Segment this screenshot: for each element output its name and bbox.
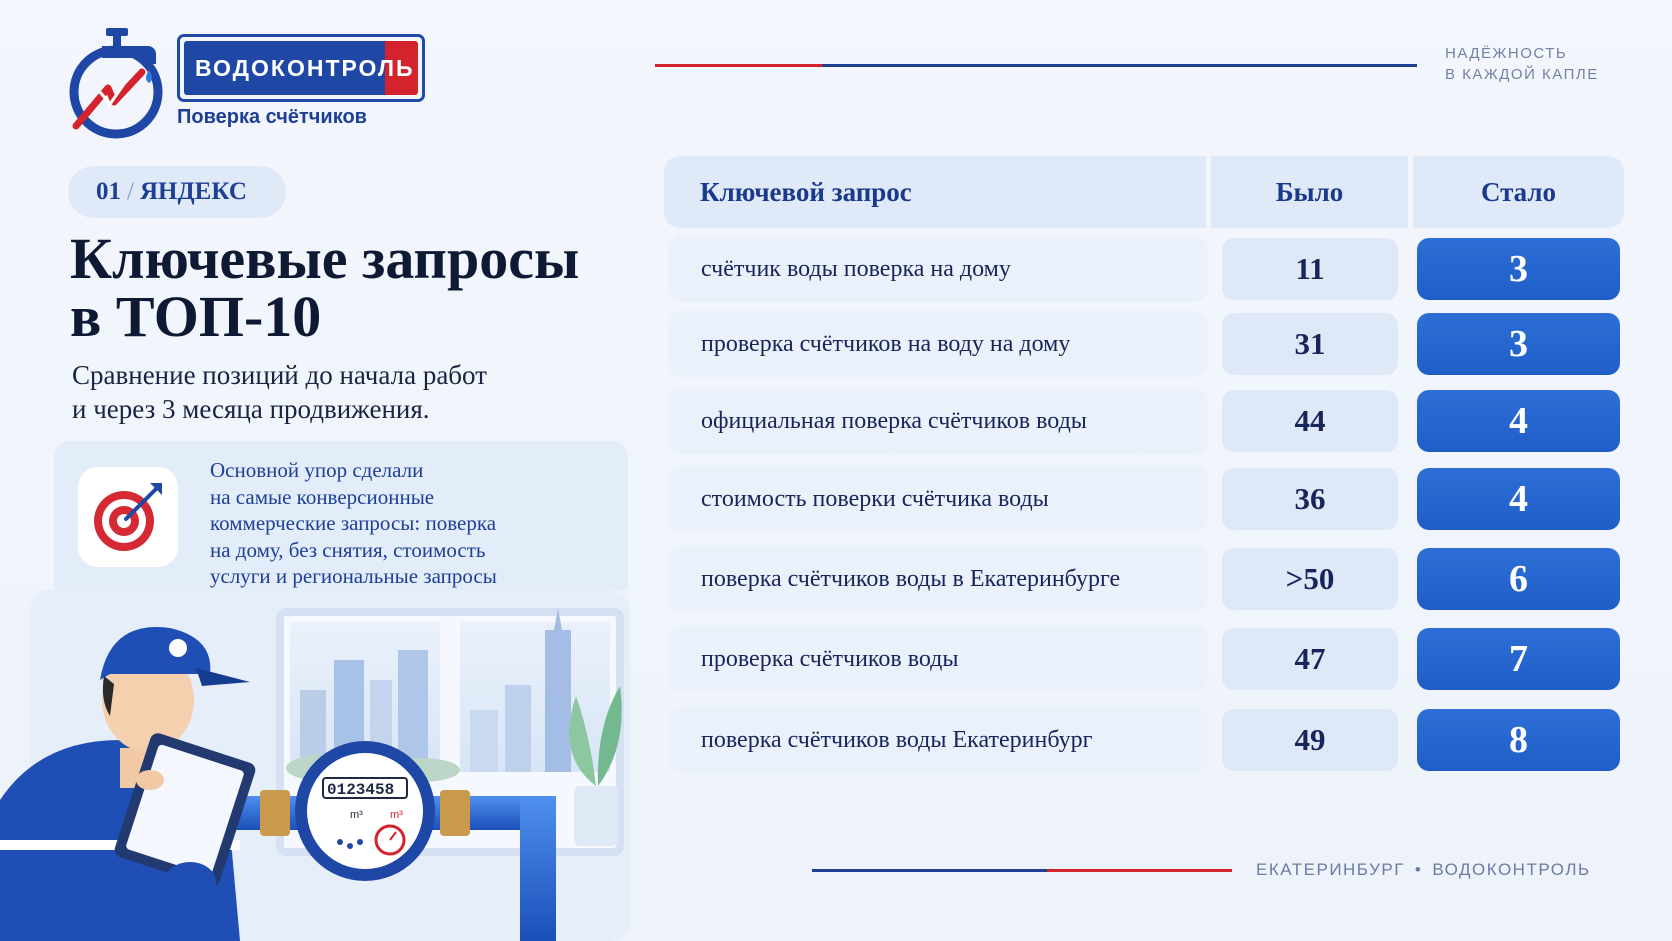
row-query: проверка счётчиков воды — [668, 626, 1208, 692]
row-after: 3 — [1417, 313, 1620, 375]
tagline-line-2: В КАЖДОЙ КАПЛЕ — [1445, 66, 1599, 83]
row-before: 44 — [1222, 390, 1398, 452]
row-query: стоимость поверки счётчика воды — [668, 466, 1208, 532]
row-after: 6 — [1417, 548, 1620, 610]
tagline-line-1: НАДЁЖНОСТЬ — [1445, 45, 1568, 62]
page-title-line-1: Ключевые запросы — [70, 226, 580, 291]
page-title-line-2: в ТОП-10 — [70, 284, 322, 349]
tagline — [1445, 43, 1599, 85]
row-after: 3 — [1417, 238, 1620, 300]
footer-text — [1256, 860, 1591, 880]
meter-digits: 0123458 — [327, 781, 395, 799]
target-icon — [78, 467, 178, 567]
logo-water-tap-icon — [62, 26, 172, 140]
row-after: 4 — [1417, 468, 1620, 530]
row-query: счётчик воды поверка на дому — [668, 236, 1208, 302]
header-divider-line — [655, 64, 1417, 67]
row-before: >50 — [1222, 548, 1398, 610]
note-line: на самые конверсионные — [210, 484, 435, 509]
section-name: ЯНДЕКС — [139, 178, 247, 205]
footer-separator: • — [1414, 860, 1423, 879]
note-line: услуги и региональные запросы — [210, 564, 497, 588]
page-subtitle — [72, 358, 632, 426]
note-line: коммерческие запросы: поверка — [210, 511, 497, 535]
row-query: проверка счётчиков на воду на дому — [668, 311, 1208, 377]
note-line: Основной упор сделали — [210, 458, 424, 482]
row-after: 8 — [1417, 709, 1620, 771]
section-separator: / — [127, 178, 134, 205]
table-header-after: Стало — [1413, 156, 1624, 228]
row-before: 31 — [1222, 313, 1398, 375]
table-header-query: Ключевой запрос — [664, 156, 1206, 228]
page-subtitle-line-1: Сравнение позиций до начала работ — [72, 360, 487, 390]
technician-illustration — [0, 590, 630, 941]
meter-unit-1: m³ — [350, 809, 363, 821]
note-line: на дому, без снятия, стоимость — [210, 537, 486, 562]
row-before: 47 — [1222, 628, 1398, 690]
page-subtitle-line-2: и через 3 месяца продвижения. — [72, 394, 430, 424]
section-number: 01 — [96, 178, 121, 205]
row-before: 49 — [1222, 709, 1398, 771]
footer-brand: ВОДОКОНТРОЛЬ — [1432, 860, 1591, 879]
row-query: официальная поверка счётчиков воды — [668, 388, 1208, 454]
row-after: 7 — [1417, 628, 1620, 690]
row-after: 4 — [1417, 390, 1620, 452]
page-title — [70, 226, 650, 349]
meter-unit-2: m³ — [390, 809, 403, 821]
brand-name: ВОДОКОНТРОЛЬ — [184, 41, 418, 95]
row-before: 11 — [1222, 238, 1398, 300]
table-header-before: Было — [1211, 156, 1408, 228]
brand-subtitle: Поверка счётчиков — [177, 106, 367, 128]
section-tag — [68, 166, 286, 218]
footer-divider-line — [812, 869, 1232, 872]
row-before: 36 — [1222, 468, 1398, 530]
row-query: поверка счётчиков воды Екатеринбург — [668, 707, 1208, 773]
footer-city: ЕКАТЕРИНБУРГ — [1256, 860, 1405, 879]
brand-logo-box — [177, 34, 425, 102]
row-query: поверка счётчиков воды в Екатеринбурге — [668, 546, 1208, 612]
